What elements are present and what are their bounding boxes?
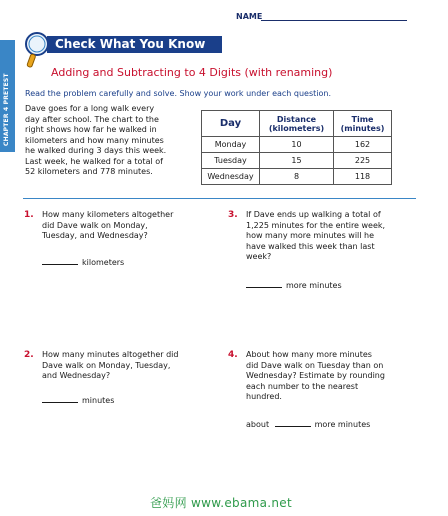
section-divider: [23, 198, 416, 199]
answer-1: [42, 258, 124, 267]
story-line: Last week, he walked for a total of: [25, 156, 163, 166]
question-line: each number to the nearest: [246, 381, 359, 391]
answer-unit: more minutes: [314, 420, 371, 429]
question-line: hundred.: [246, 392, 282, 401]
answer-blank[interactable]: [42, 402, 78, 403]
question-line: have walked this week than last: [246, 241, 375, 251]
question-line: 1,225 minutes for the entire week,: [246, 220, 386, 230]
answer-blank[interactable]: [42, 264, 78, 265]
table-cell: 8: [260, 169, 334, 185]
site-watermark: 爸妈网 www.ebama.net: [150, 496, 292, 510]
table-cell: 15: [260, 153, 334, 169]
header-distance: Distance (kilometers): [260, 111, 334, 137]
table-cell: Monday: [202, 137, 260, 153]
question-number: 3.: [228, 210, 238, 220]
answer-blank[interactable]: [246, 287, 282, 288]
answer-unit: kilometers: [82, 258, 125, 267]
question-line: How many minutes altogether did: [42, 350, 179, 359]
question-number: 4.: [228, 350, 238, 360]
story-line: right shows how far he walked in: [25, 125, 157, 134]
question-line: did Dave walk on Tuesday than on: [246, 360, 384, 370]
chapter-side-tab-label: CHAPTER 4 PRETEST: [3, 73, 10, 146]
question-number: 2.: [24, 350, 34, 360]
header-time: Time (minutes): [334, 111, 392, 137]
answer-4: [246, 420, 370, 429]
question-line: Wednesday? Estimate by rounding: [246, 371, 385, 380]
question-line: and Wednesday?: [42, 371, 111, 380]
answer-unit: minutes: [82, 396, 115, 405]
question-line: If Dave ends up walking a total of: [246, 210, 381, 219]
question-text: [246, 210, 385, 263]
table-header-row: [202, 111, 392, 137]
story-line: 52 kilometers and 778 minutes.: [25, 167, 153, 176]
name-label: NAME: [236, 12, 263, 21]
table-cell: 10: [260, 137, 334, 153]
section-subtitle: Adding and Subtracting to 4 Digits (with renaming): [51, 66, 333, 79]
question-text: [42, 210, 173, 242]
answer-prefix: about: [246, 420, 270, 429]
story-line: he walked during 3 days this week.: [25, 146, 167, 155]
question-line: About how many more minutes: [246, 350, 372, 359]
answer-unit: more minutes: [286, 281, 342, 290]
question-line: How many kilometers altogether: [42, 210, 174, 219]
story-line: kilometers and how many minutes: [25, 135, 164, 145]
table-cell: 225: [334, 153, 392, 169]
name-input-line[interactable]: [261, 20, 407, 21]
question-number: 1.: [24, 210, 34, 220]
answer-2: [42, 396, 114, 405]
magnifier-icon: [20, 30, 54, 70]
question-line: Tuesday, and Wednesday?: [42, 231, 148, 240]
table-cell: 162: [334, 137, 392, 153]
question-line: week?: [246, 252, 272, 261]
table-row: [202, 137, 392, 153]
answer-3: [246, 281, 342, 290]
question-line: Dave walk on Monday, Tuesday,: [42, 360, 171, 370]
answer-blank[interactable]: [275, 426, 311, 427]
story-line: Dave goes for a long walk every: [25, 104, 155, 113]
table-row: [202, 153, 392, 169]
walking-data-table: [201, 110, 392, 185]
table-cell: Tuesday: [202, 153, 260, 169]
question-line: did Dave walk on Monday,: [42, 220, 148, 230]
instructions: Read the problem carefully and solve. Show your work under each question.: [25, 89, 332, 98]
header-day: Day: [202, 111, 260, 137]
page-title: Check What You Know: [55, 37, 206, 51]
question-text: [42, 350, 178, 382]
table-row: [202, 169, 392, 185]
story-line: day after school. The chart to the: [25, 114, 159, 124]
story-paragraph: [25, 104, 203, 178]
question-text: [246, 350, 385, 403]
table-cell: 118: [334, 169, 392, 185]
table-cell: Wednesday: [202, 169, 260, 185]
question-line: how many more minutes will he: [246, 231, 375, 240]
